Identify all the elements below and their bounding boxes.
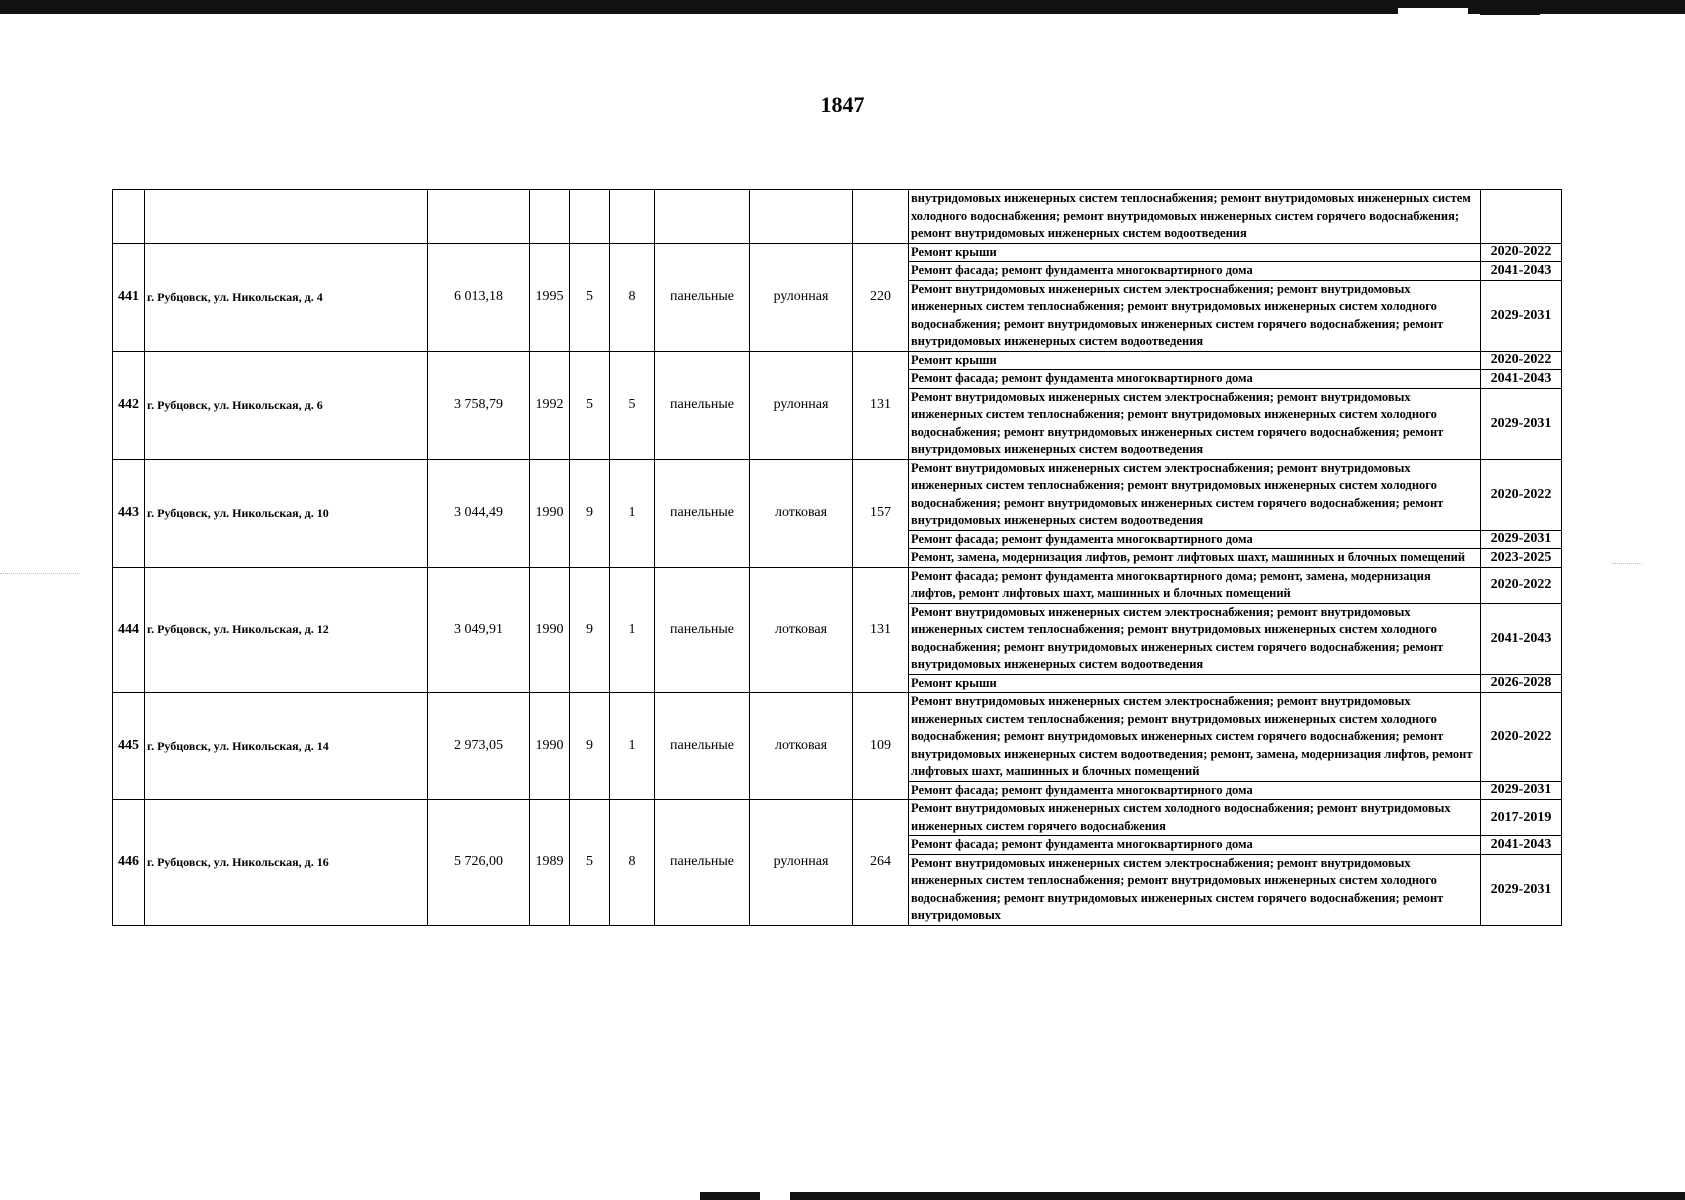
empty-cell — [530, 190, 570, 244]
address-cell: г. Рубцовск, ул. Никольская, д. 16 — [145, 800, 428, 926]
years-cell — [1481, 190, 1562, 244]
work-cell: Ремонт внутридомовых инженерных систем электроснабжения; ремонт внутридомовых инженерных систем теплоснабжения; ремонт внутридомовых инженерных систем холодного водоснабжения; ремонт внутридомовых инженерных систем горячего водоснабжения; ремонт внутридомовых инженерных систем водоотведения — [909, 459, 1481, 530]
floors-cell: 5 — [570, 351, 610, 459]
address-cell: г. Рубцовск, ул. Никольская, д. 10 — [145, 459, 428, 567]
work-cell: Ремонт фасада; ремонт фундамента многоквартирного дома — [909, 370, 1481, 389]
area-cell: 5 726,00 — [428, 800, 530, 926]
wall-material-cell: панельные — [655, 567, 750, 693]
year-built-cell: 1990 — [530, 567, 570, 693]
entrances-cell: 1 — [610, 693, 655, 800]
residents-cell: 220 — [853, 243, 909, 351]
entrances-cell: 1 — [610, 459, 655, 567]
work-cell: Ремонт, замена, модернизация лифтов, ремонт лифтовых шахт, машинных и блочных помещений — [909, 549, 1481, 568]
table-body — [113, 190, 1562, 926]
years-cell: 2020-2022 — [1481, 693, 1562, 782]
wall-material-cell: панельные — [655, 351, 750, 459]
residents-cell: 131 — [853, 351, 909, 459]
empty-cell — [570, 190, 610, 244]
table-row — [113, 190, 1562, 244]
years-cell: 2041-2043 — [1481, 603, 1562, 674]
years-cell: 2041-2043 — [1481, 370, 1562, 389]
row-number: 442 — [113, 351, 145, 459]
scan-speckle-left — [0, 573, 80, 574]
work-cell: Ремонт фасада; ремонт фундамента многоквартирного дома; ремонт, замена, модернизация лифтов, ремонт лифтовых шахт, машинных и блочных помещений — [909, 567, 1481, 603]
year-built-cell: 1995 — [530, 243, 570, 351]
area-cell: 3 044,49 — [428, 459, 530, 567]
entrances-cell: 5 — [610, 351, 655, 459]
roof-type-cell: рулонная — [750, 243, 853, 351]
row-number: 445 — [113, 693, 145, 800]
scan-edge-top-gap — [1398, 8, 1468, 16]
years-cell: 2041-2043 — [1481, 262, 1562, 281]
residents-cell: 157 — [853, 459, 909, 567]
area-cell: 3 049,91 — [428, 567, 530, 693]
area-cell: 2 973,05 — [428, 693, 530, 800]
empty-cell — [113, 190, 145, 244]
scan-edge-bottom — [700, 1192, 1685, 1200]
area-cell: 3 758,79 — [428, 351, 530, 459]
wall-material-cell: панельные — [655, 243, 750, 351]
entrances-cell: 8 — [610, 800, 655, 926]
years-cell: 2017-2019 — [1481, 800, 1562, 836]
years-cell: 2029-2031 — [1481, 781, 1562, 800]
year-built-cell: 1992 — [530, 351, 570, 459]
work-cell: Ремонт внутридомовых инженерных систем холодного водоснабжения; ремонт внутридомовых инженерных систем горячего водоснабжения — [909, 800, 1481, 836]
roof-type-cell: рулонная — [750, 800, 853, 926]
empty-cell — [750, 190, 853, 244]
address-cell: г. Рубцовск, ул. Никольская, д. 6 — [145, 351, 428, 459]
year-built-cell: 1990 — [530, 459, 570, 567]
table-row — [113, 459, 1562, 530]
work-cell: Ремонт внутридомовых инженерных систем электроснабжения; ремонт внутридомовых инженерных систем теплоснабжения; ремонт внутридомовых инженерных систем холодного водоснабжения; ремонт внутридомовых инженерных систем горячего водоснабжения; ремонт внутридомовых инженерных систем водоотведения — [909, 388, 1481, 459]
work-cell: Ремонт крыши — [909, 351, 1481, 370]
table-row — [113, 800, 1562, 836]
empty-cell — [428, 190, 530, 244]
address-cell: г. Рубцовск, ул. Никольская, д. 12 — [145, 567, 428, 693]
row-number: 441 — [113, 243, 145, 351]
table-row — [113, 351, 1562, 370]
roof-type-cell: лотковая — [750, 459, 853, 567]
capital-repair-table — [112, 189, 1562, 926]
years-cell: 2020-2022 — [1481, 459, 1562, 530]
work-cell: Ремонт внутридомовых инженерных систем электроснабжения; ремонт внутридомовых инженерных систем теплоснабжения; ремонт внутридомовых инженерных систем холодного водоснабжения; ремонт внутридомовых инженерных систем горячего водоснабжения; ремонт внутридомовых — [909, 854, 1481, 925]
residents-cell: 109 — [853, 693, 909, 800]
floors-cell: 5 — [570, 800, 610, 926]
work-cell: Ремонт внутридомовых инженерных систем электроснабжения; ремонт внутридомовых инженерных систем теплоснабжения; ремонт внутридомовых инженерных систем холодного водоснабжения; ремонт внутридомовых инженерных систем горячего водоснабжения; ремонт внутридомовых инженерных систем водоотведения — [909, 603, 1481, 674]
entrances-cell: 8 — [610, 243, 655, 351]
work-cell: Ремонт фасада; ремонт фундамента многоквартирного дома — [909, 781, 1481, 800]
wall-material-cell: панельные — [655, 459, 750, 567]
wall-material-cell: панельные — [655, 693, 750, 800]
scan-speckle-right — [1612, 563, 1642, 564]
work-cell: Ремонт фасада; ремонт фундамента многоквартирного дома — [909, 530, 1481, 549]
years-cell: 2029-2031 — [1481, 530, 1562, 549]
residents-cell: 264 — [853, 800, 909, 926]
residents-cell: 131 — [853, 567, 909, 693]
years-cell: 2029-2031 — [1481, 388, 1562, 459]
work-cell: Ремонт внутридомовых инженерных систем электроснабжения; ремонт внутридомовых инженерных систем теплоснабжения; ремонт внутридомовых инженерных систем холодного водоснабжения; ремонт внутридомовых инженерных систем горячего водоснабжения; ремонт внутридомовых инженерных систем водоотведения; ремонт, замена, модернизация лифтов, ремонт лифтовых шахт, машинных и блочных помещений — [909, 693, 1481, 782]
empty-cell — [610, 190, 655, 244]
work-cell: внутридомовых инженерных систем теплоснабжения; ремонт внутридомовых инженерных систем холодного водоснабжения; ремонт внутридомовых инженерных систем горячего водоснабжения; ремонт внутридомовых инженерных систем водоотведения — [909, 190, 1481, 244]
table-row — [113, 693, 1562, 782]
years-cell: 2020-2022 — [1481, 567, 1562, 603]
empty-cell — [655, 190, 750, 244]
year-built-cell: 1990 — [530, 693, 570, 800]
years-cell: 2041-2043 — [1481, 836, 1562, 855]
row-number: 446 — [113, 800, 145, 926]
row-number: 444 — [113, 567, 145, 693]
roof-type-cell: рулонная — [750, 351, 853, 459]
page-number: 1847 — [820, 92, 865, 117]
empty-cell — [853, 190, 909, 244]
address-cell: г. Рубцовск, ул. Никольская, д. 4 — [145, 243, 428, 351]
floors-cell: 9 — [570, 693, 610, 800]
scan-edge-top-tail — [1480, 12, 1540, 15]
area-cell: 6 013,18 — [428, 243, 530, 351]
scan-edge-bottom-gap — [760, 1190, 790, 1200]
floors-cell: 5 — [570, 243, 610, 351]
work-cell: Ремонт фасада; ремонт фундамента многоквартирного дома — [909, 262, 1481, 281]
floors-cell: 9 — [570, 459, 610, 567]
table-row — [113, 243, 1562, 262]
address-cell: г. Рубцовск, ул. Никольская, д. 14 — [145, 693, 428, 800]
empty-cell — [145, 190, 428, 244]
work-cell: Ремонт крыши — [909, 243, 1481, 262]
years-cell: 2026-2028 — [1481, 674, 1562, 693]
years-cell: 2029-2031 — [1481, 854, 1562, 925]
row-number: 443 — [113, 459, 145, 567]
roof-type-cell: лотковая — [750, 567, 853, 693]
years-cell: 2029-2031 — [1481, 280, 1562, 351]
wall-material-cell: панельные — [655, 800, 750, 926]
floors-cell: 9 — [570, 567, 610, 693]
work-cell: Ремонт фасада; ремонт фундамента многоквартирного дома — [909, 836, 1481, 855]
work-cell: Ремонт внутридомовых инженерных систем электроснабжения; ремонт внутридомовых инженерных систем теплоснабжения; ремонт внутридомовых инженерных систем холодного водоснабжения; ремонт внутридомовых инженерных систем горячего водоснабжения; ремонт внутридомовых инженерных систем водоотведения — [909, 280, 1481, 351]
years-cell: 2020-2022 — [1481, 351, 1562, 370]
entrances-cell: 1 — [610, 567, 655, 693]
roof-type-cell: лотковая — [750, 693, 853, 800]
work-cell: Ремонт крыши — [909, 674, 1481, 693]
year-built-cell: 1989 — [530, 800, 570, 926]
table-row — [113, 567, 1562, 603]
years-cell: 2023-2025 — [1481, 549, 1562, 568]
years-cell: 2020-2022 — [1481, 243, 1562, 262]
